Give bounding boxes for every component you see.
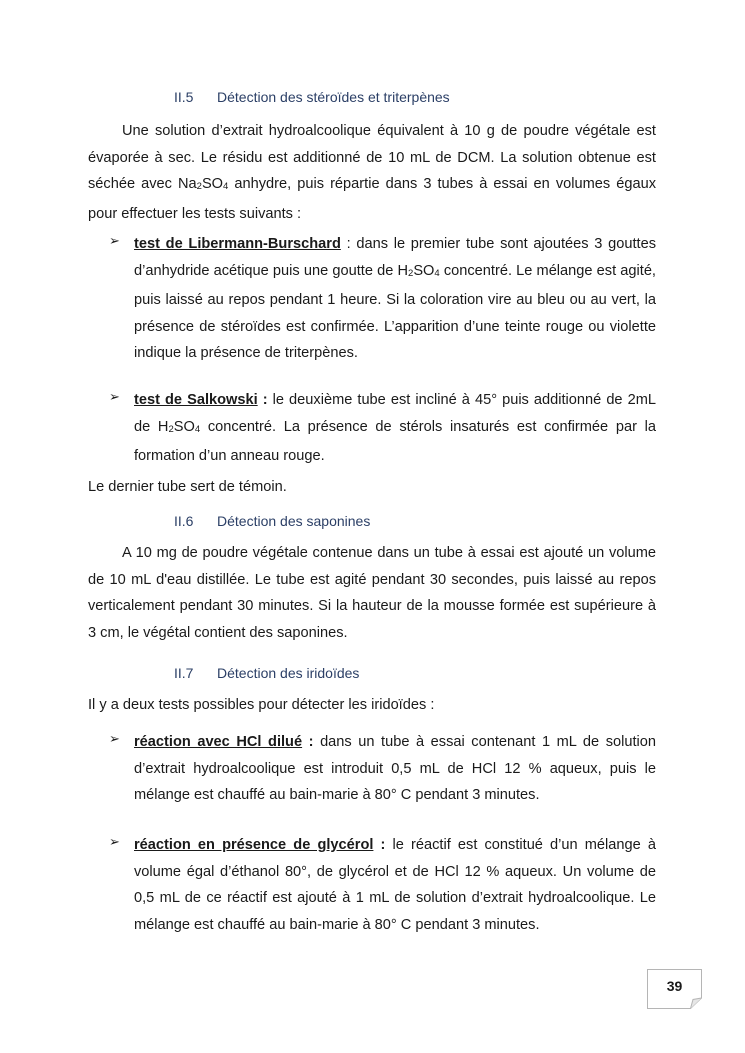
text-run: le deuxième tube est incliné à 45° puis additionné de 2mL de H	[134, 392, 656, 435]
text-run: : dans le premier tube sont ajoutées 3 gouttes d’anhydride acétique puis une goutte de H	[134, 236, 657, 279]
section-title: Détection des stéroïdes et triterpènes	[217, 89, 450, 105]
test-name: test de Salkowski	[134, 392, 258, 408]
subscript: 4	[194, 423, 201, 435]
arrow-bullet-icon: ➢	[109, 233, 120, 248]
test-name: réaction avec HCl dilué	[134, 734, 303, 750]
section-number: II.5	[174, 89, 194, 105]
iridoids-intro: Il y a deux tests possibles pour détecter les iridoïdes :	[88, 697, 435, 713]
subscript: 2	[168, 423, 174, 435]
subscript: 4	[434, 267, 440, 279]
section-heading-ii5	[174, 89, 450, 105]
page-number-box	[647, 969, 702, 1009]
colon: :	[302, 734, 314, 750]
text-run: Une solution d’extrait hydroalcoolique équivalent à 10 g de poudre végétale est évaporée à sec. Le résidu est additionné de 10 mL de DCM. La solution obtenue est séchée avec Na	[88, 123, 656, 192]
text-run: le réactif est constitué d’un mélange à volume égal d’éthanol 80°, de glycérol et de HCl 12 % aqueux. Un volume de 0,5 mL de ce réactif est ajouté à 1 mL de solution d’extrait hydroalcoolique. Le mélange est chauffé au bain-marie à 80° C pendant 3 minutes.	[134, 837, 656, 933]
colon: :	[257, 392, 268, 408]
section-title: Détection des saponines	[217, 513, 371, 529]
text-run: SO	[201, 176, 224, 192]
text-run: SO	[413, 262, 435, 279]
subscript: 4	[223, 181, 229, 192]
saponins-paragraph: A 10 mg de poudre végétale contenue dans un tube à essai est ajouté un volume de 10 mL d'eau distillée. Le tube est agité pendant 30 secondes, puis laissé au repos verticalement pendant 30 minutes. Si la hauteur de la mousse formée est supérieure à 3 cm, le végétal contient des saponines.	[88, 545, 656, 641]
control-tube-note: Le dernier tube sert de témoin.	[88, 479, 287, 495]
bullet-text	[134, 231, 656, 367]
test-name: test de Libermann-Burschard	[134, 236, 341, 252]
subscript: 2	[408, 267, 414, 279]
text-run: anhydre, puis répartie dans 3 tubes à essai en volumes égaux pour effectuer les tests suivants :	[88, 176, 656, 222]
text-run: SO	[173, 418, 195, 435]
section-number: II.7	[174, 665, 194, 681]
arrow-bullet-icon: ➢	[109, 731, 120, 746]
text-run: concentré. La présence de stérols insaturés est confirmée par la formation d’un anneau rouge.	[134, 418, 657, 464]
steroids-intro-paragraph	[88, 118, 656, 227]
subscript: 2	[196, 181, 202, 192]
section-heading-ii6	[174, 513, 370, 529]
section-title: Détection des iridoïdes	[217, 665, 360, 681]
section-heading-ii7	[174, 665, 359, 681]
bullet-text	[134, 729, 656, 809]
page-number: 39	[666, 978, 683, 994]
text-run: dans un tube à essai contenant 1 mL de solution d’extrait hydroalcoolique est introduit 0,5 mL de HCl 12 % aqueux, puis le mélange est chauffé au bain-marie à 80° C pendant 3 minutes.	[134, 734, 657, 803]
test-name: réaction en présence de glycérol	[134, 837, 374, 853]
bullet-text	[134, 387, 656, 470]
text-run: concentré. Le mélange est agité, puis laissé au repos pendant 1 heure. Si la coloration vire au bleu ou au vert, la présence de stéroïdes est confirmée. L’apparition d’une teinte rouge ou violette indique la présence de triterpènes.	[134, 262, 656, 361]
colon: :	[373, 837, 386, 853]
bullet-text	[134, 832, 656, 938]
arrow-bullet-icon: ➢	[109, 389, 120, 404]
section-number: II.6	[174, 513, 194, 529]
arrow-bullet-icon: ➢	[109, 834, 120, 849]
